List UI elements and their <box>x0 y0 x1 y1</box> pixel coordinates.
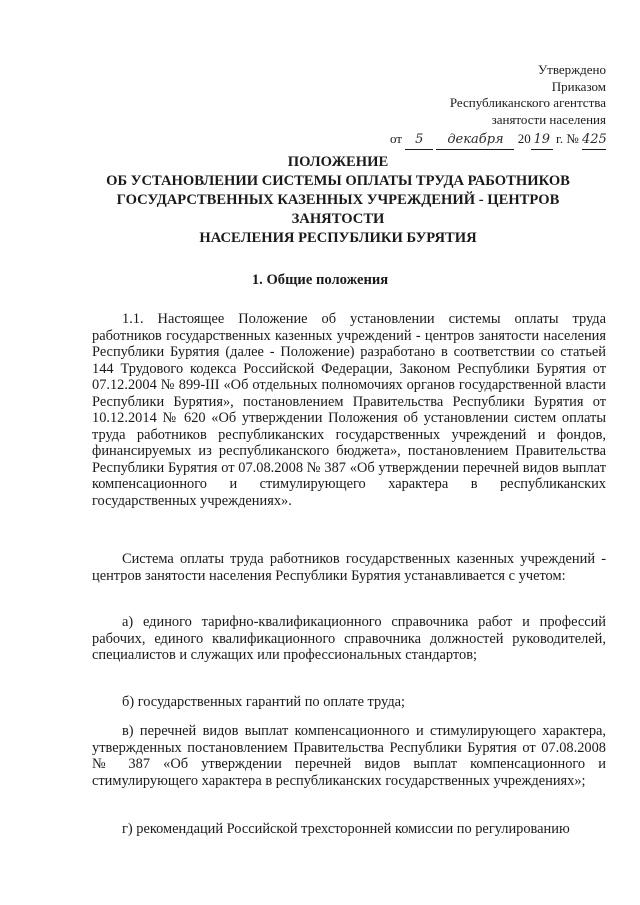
paragraph-item-v: в) перечней видов выплат компенсационного и стимулирующего характера, утвержденных постановлением Правительства Республики Бурятия от 07.08.2008 № 387 «Об утверждении перечней видов выплат компенсационного и стимулирующего характера в республиканских государственных учреждениях»; <box>92 723 606 789</box>
paragraph-1-1: 1.1. Настоящее Положение об установлении системы оплаты труда работников государственных казенных учреждений - центров занятости населения Республики Бурятия (далее - Положение) разработано в соответствии со статьей 144 Трудового кодекса Российской Федерации, Законом Республики Бурятия от 07.12.2004 № 899-III «Об отдельных полномочиях органов государственной власти Республики Бурятия», постановлением Правительства Республики Бурятия от 10.12.2014 № 620 «Об утверждении Положения об установлении систем оплаты труда работников республиканских государственных учреждений и фондов, финансируемых из республиканского бюджета», постановлением Правительства Республики Бурятия от 07.08.2008 № 387 «Об утверждении перечней видов выплат компенсационного и стимулирующего характера в республиканских государственных учреждениях». <box>92 311 606 509</box>
handwritten-year: 19 <box>531 132 553 150</box>
number-prefix: г. № <box>555 131 579 146</box>
handwritten-number: 425 <box>582 132 606 150</box>
handwritten-month: декабря <box>436 132 514 150</box>
paragraph-item-b: б) государственных гарантий по оплате труда; <box>122 694 406 710</box>
approval-line: Республиканского агентства <box>449 95 606 110</box>
paragraph-item-a: а) единого тарифно-квалификационного справочника работ и профессий рабочих, единого квалификационного справочника должностей руководителей, специалистов и служащих или профессиональных стандартов; <box>92 614 606 663</box>
approval-line: Утверждено <box>537 62 606 77</box>
approval-line: занятости населения <box>491 111 606 127</box>
paragraph-item-g: г) рекомендаций Российской трехсторонней комиссии по регулированию <box>122 821 570 837</box>
title-line: НАСЕЛЕНИЯ РЕСПУБЛИКИ БУРЯТИЯ <box>199 230 477 246</box>
title-line: ЗАНЯТОСТИ <box>291 211 385 227</box>
document-title <box>60 153 616 248</box>
handwritten-day: 5 <box>405 132 433 150</box>
title-line: ОБ УСТАНОВЛЕНИИ СИСТЕМЫ ОПЛАТЫ ТРУДА РАБОТНИКОВ <box>106 173 570 189</box>
year-prefix: 20 <box>517 131 531 146</box>
section-heading: 1. Общие положения <box>251 272 389 288</box>
approval-line: Приказом <box>551 78 606 94</box>
date-prefix: от <box>389 131 402 146</box>
title-line: ГОСУДАРСТВЕННЫХ КАЗЕННЫХ УЧРЕЖДЕНИЙ - ЦЕНТРОВ <box>116 192 560 208</box>
title-line: ПОЛОЖЕНИЕ <box>287 154 389 170</box>
paragraph-system: Система оплаты труда работников государственных казенных учреждений - центров занятости населения Республики Бурятия устанавливается с учетом: <box>92 551 606 584</box>
approval-stamp <box>390 62 606 150</box>
approval-date-line <box>390 131 606 150</box>
